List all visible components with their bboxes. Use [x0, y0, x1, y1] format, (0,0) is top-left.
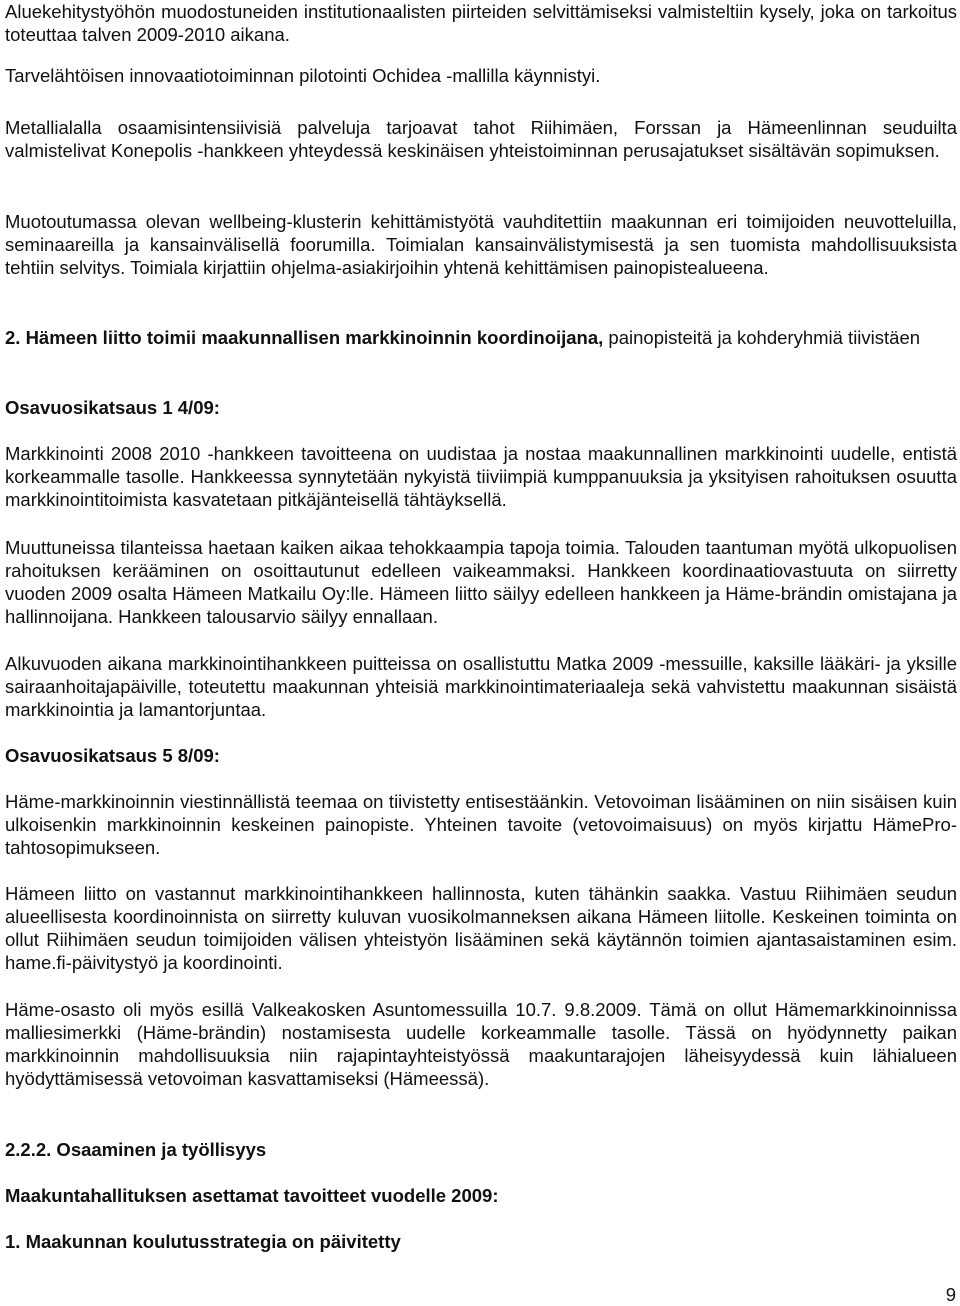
paragraph-wellbeing: Muotoutumassa olevan wellbeing-klusterin kehittämistyötä vauhditettiin maakunnan eri toimijoiden neuvotteluilla, seminaareilla ja kansainvälisellä foorumilla. Toimialan kansainvälistymisestä ja sen tuomista mahdollisuuksista tehtiin selvitys. Toimiala kirjattiin ohjelma-asiakirjoihin yhtenä kehittämisen painopistealueena.	[5, 211, 957, 278]
goal-1: 1. Maakunnan koulutusstrategia on päivitetty	[5, 1231, 401, 1252]
heading-osavuosikatsaus-2: Osavuosikatsaus 5 8/09:	[5, 745, 220, 766]
paragraph-viestinta: Häme-markkinoinnin viestinnällistä teemaa on tiivistetty entisestäänkin. Vetovoiman lisääminen on niin sisäisen kuin ulkoisenkin markkinoinnin keskeinen painopiste. Yhteinen tavoite (vetovoimaisuus) on myös kirjattu HämePro-tahtosopimukseen.	[5, 791, 957, 858]
paragraph-survey: Aluekehitystyöhön muodostuneiden institutionaalisten piirteiden selvittämiseksi valmisteltiin kysely, joka on tarkoitus toteuttaa talven 2009-2010 aikana.	[5, 1, 957, 45]
paragraph-ochidea: Tarvelähtöisen innovaatiotoiminnan pilotointi Ochidea -mallilla käynnistyi.	[5, 65, 601, 86]
paragraph-hallinto: Hämeen liitto on vastannut markkinointihankkeen hallinnosta, kuten tähänkin saakka. Vastuu Riihimäen seudun alueellisesta koordinoinnista on siirretty kuluvan vuosikolmanneksen aikana Hämeen liitolle. Keskeinen toiminta on ollut Riihimäen seudun toimijoiden välisen yhteistyön lisääminen sekä käytännön toimien ajantasaistaminen esim. hame.fi-päivitystyö ja koordinointi.	[5, 883, 957, 973]
goal-2-text: painopisteitä ja kohderyhmiä tiivistäen	[603, 327, 921, 348]
goal-2	[5, 326, 957, 349]
paragraph-asuntomessut: Häme-osasto oli myös esillä Valkeakosken Asuntomessuilla 10.7. 9.8.2009. Tämä on ollut Hämemarkkinoinnissa malliesimerkki (Häme-brändin) nostamisesta uudelle korkeammalle tasolle. Tässä on hyödynnetty paikan markkinoinnin mahdollisuuksia niin rajapintayhteistyössä maakuntarajojen läheisyydessä kuin lähialueen hyödyttämisessä vetovoiman kasvattamiseksi (Hämeessä).	[5, 999, 957, 1089]
goal-2-title: 2. Hämeen liitto toimii maakunnallisen markkinoinnin koordinoijana,	[5, 327, 604, 348]
goals-heading: Maakuntahallituksen asettamat tavoitteet vuodelle 2009:	[5, 1185, 499, 1206]
paragraph-konepolis: Metallialalla osaamisintensiivisiä palveluja tarjoavat tahot Riihimäen, Forssan ja Hämeenlinnan seuduilta valmistelivat Konepolis -hankkeen yhteydessä keskinäisen yhteistoiminnan perusajatukset sisältävän sopimuksen.	[5, 117, 957, 161]
section-heading: 2.2.2. Osaaminen ja työllisyys	[5, 1139, 267, 1160]
paragraph-markkinointi: Markkinointi 2008 2010 -hankkeen tavoitteena on uudistaa ja nostaa maakunnallinen markkinointi uudelle, entistä korkeammalle tasolle. Hankkeessa synnytetään nykyistä tiiviimpiä kumppanuuksia ja yksityisen rahoituksen osuutta markkinointitoimista kasvatetaan pitkäjänteisellä tähtäyksellä.	[5, 443, 957, 510]
paragraph-alkuvuoden: Alkuvuoden aikana markkinointihankkeen puitteissa on osallistuttu Matka 2009 -messuille, kaksille lääkäri- ja yksille sairaanhoitajapäiville, toteutettu maakunnan yhteisiä markkinointimateriaaleja sekä vahvistettu maakunnan sisäistä markkinointia ja lamantorjuntaa.	[5, 653, 957, 720]
page-number: 9	[945, 1284, 956, 1305]
heading-osavuosikatsaus-1: Osavuosikatsaus 1 4/09:	[5, 397, 220, 418]
paragraph-muuttuneissa: Muuttuneissa tilanteissa haetaan kaiken aikaa tehokkaampia tapoja toimia. Talouden taantuman myötä ulkopuolisen rahoituksen kerääminen on osoittautunut edelleen vaikeammaksi. Hankkeen koordinaatiovastuuta on siirretty vuoden 2009 osalta Hämeen Matkailu Oy:lle. Hämeen liitto säilyy edelleen hankkeen ja Häme-brändin omistajana ja hallinnoijana. Hankkeen talousarvio säilyy ennallaan.	[5, 537, 957, 627]
